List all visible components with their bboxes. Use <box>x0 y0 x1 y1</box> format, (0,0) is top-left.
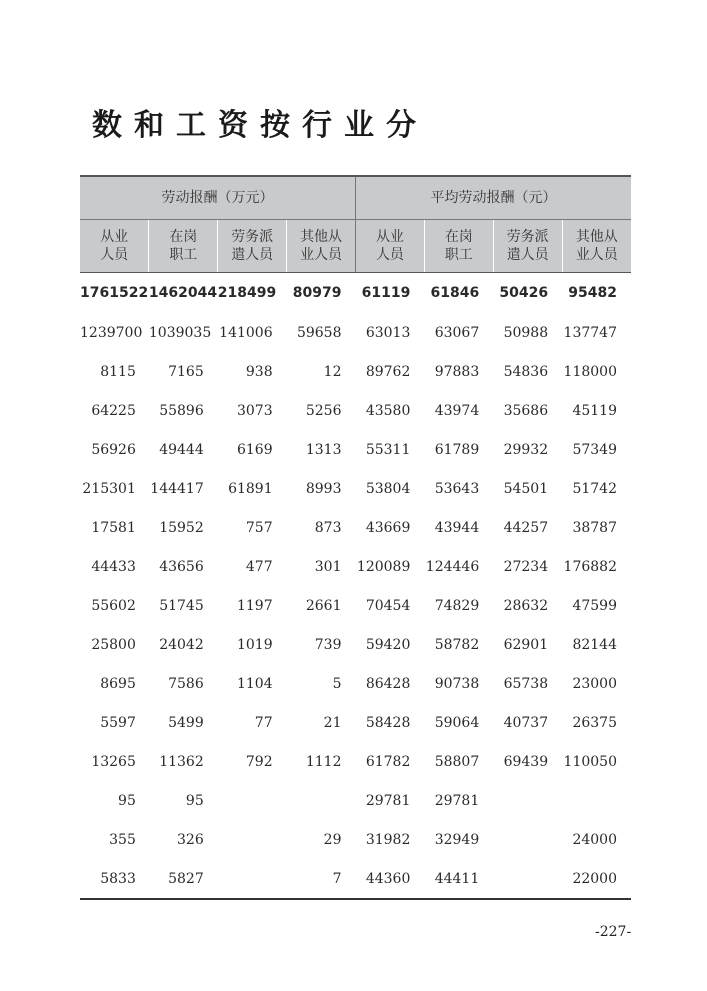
column-header-line: 人员 <box>100 247 129 263</box>
table-cell: 95 <box>185 792 204 809</box>
table-cell: 95 <box>118 792 136 809</box>
column-header <box>424 220 493 273</box>
table-cell: 55311 <box>365 441 411 458</box>
table-cell: 90738 <box>434 675 480 692</box>
table-cell: 2661 <box>305 597 342 614</box>
table-cell: 50988 <box>503 324 549 341</box>
table-cell: 144417 <box>150 480 204 497</box>
column-header <box>149 220 218 273</box>
table-row <box>80 430 631 469</box>
table-cell: 5827 <box>149 859 218 899</box>
page-title: 数和工资按行业分 <box>92 108 428 143</box>
table-cell: 44257 <box>503 519 549 536</box>
table-cell: 54836 <box>503 363 549 380</box>
table-cell: 43656 <box>159 558 204 575</box>
table-cell: 59658 <box>296 324 342 341</box>
table-cell: 326 <box>177 831 204 848</box>
group-header-labor-remuneration: 劳动报酬（万元） <box>80 176 356 220</box>
table-cell: 59064 <box>434 714 480 731</box>
table-row <box>80 508 631 547</box>
table-cell: 61119 <box>361 285 411 301</box>
table-cell: 1239700 <box>80 324 143 341</box>
table-cell: 176882 <box>563 558 617 575</box>
column-header-line: 从业 <box>375 229 404 245</box>
table-cell: 5499 <box>168 714 204 731</box>
table-cell: 29781 <box>365 792 411 809</box>
column-header-line: 在岗 <box>169 229 198 245</box>
table-cell: 757 <box>245 519 273 536</box>
table-cell: 45119 <box>572 402 617 419</box>
table-cell: 44411 <box>424 859 493 899</box>
column-header <box>562 220 631 273</box>
table-cell: 1197 <box>236 597 273 614</box>
table-cell: 13265 <box>91 753 136 770</box>
column-header <box>356 220 425 273</box>
table-cell: 23000 <box>572 675 617 692</box>
table-cell: 49444 <box>159 441 204 458</box>
table-cell: 38787 <box>572 519 617 536</box>
wage-table-container <box>80 175 631 900</box>
table-cell: 1112 <box>305 753 342 770</box>
table-cell: 55896 <box>159 402 204 419</box>
table-cell: 8695 <box>100 675 136 692</box>
table-cell: 27234 <box>503 558 549 575</box>
table-cell: 43974 <box>434 402 480 419</box>
table-cell: 6169 <box>236 441 273 458</box>
table-cell: 63067 <box>434 324 480 341</box>
table-cell: 25800 <box>91 636 136 653</box>
table-cell: 29781 <box>434 792 480 809</box>
table-cell: 63013 <box>365 324 411 341</box>
table-cell: 55602 <box>91 597 136 614</box>
table-cell: 58807 <box>434 753 480 770</box>
column-header-line: 业人员 <box>575 247 618 263</box>
column-header <box>287 220 356 273</box>
table-cell: 69439 <box>503 753 549 770</box>
table-cell <box>287 781 356 820</box>
table-cell: 61891 <box>228 480 273 497</box>
table-cell: 1761522 <box>80 285 149 301</box>
table-cell: 64225 <box>91 402 136 419</box>
column-header-line: 人员 <box>375 247 404 263</box>
column-header <box>80 220 149 273</box>
table-cell: 58428 <box>365 714 411 731</box>
table-cell: 32949 <box>434 831 480 848</box>
table-cell: 5597 <box>100 714 136 731</box>
table-cell: 29 <box>323 831 342 848</box>
table-cell: 218499 <box>217 285 277 301</box>
table-cell: 873 <box>314 519 342 536</box>
table-cell: 118000 <box>563 363 617 380</box>
table-cell: 44360 <box>356 859 425 899</box>
column-header <box>218 220 287 273</box>
group-header-average-remuneration: 平均劳动报酬（元） <box>356 176 632 220</box>
table-cell: 74829 <box>434 597 480 614</box>
table-cell <box>493 820 562 859</box>
table-cell: 938 <box>245 363 273 380</box>
table-cell: 120089 <box>356 558 411 575</box>
table-cell: 31982 <box>365 831 411 848</box>
table-cell: 21 <box>323 714 342 731</box>
table-cell: 62901 <box>503 636 549 653</box>
column-header-line: 职工 <box>444 247 473 263</box>
table-row <box>80 352 631 391</box>
table-cell: 8993 <box>305 480 342 497</box>
table-row <box>80 273 631 314</box>
table-cell: 5833 <box>80 859 149 899</box>
table-cell: 58782 <box>434 636 480 653</box>
table-cell: 22000 <box>562 859 631 899</box>
table-cell: 59420 <box>365 636 411 653</box>
table-cell: 137747 <box>563 324 617 341</box>
table-cell: 53643 <box>434 480 480 497</box>
table-cell <box>493 859 562 899</box>
table-cell: 24042 <box>159 636 204 653</box>
table-cell: 124446 <box>425 558 480 575</box>
table-row <box>80 313 631 352</box>
table-cell: 1019 <box>236 636 273 653</box>
table-cell: 43580 <box>365 402 411 419</box>
table-cell: 43669 <box>365 519 411 536</box>
table-row <box>80 781 631 820</box>
table-cell <box>493 781 562 820</box>
table-row <box>80 703 631 742</box>
table-cell: 86428 <box>365 675 411 692</box>
column-header-line: 遣人员 <box>506 247 549 263</box>
table-cell: 7586 <box>168 675 204 692</box>
table-cell <box>218 859 287 899</box>
table-cell: 51745 <box>159 597 204 614</box>
table-cell: 355 <box>109 831 136 848</box>
table-cell: 215301 <box>82 480 136 497</box>
table-cell: 17581 <box>91 519 136 536</box>
table-cell: 44433 <box>91 558 136 575</box>
column-header-line: 职工 <box>169 247 198 263</box>
table-row <box>80 391 631 430</box>
column-header <box>493 220 562 273</box>
table-row <box>80 820 631 859</box>
table-cell: 739 <box>314 636 342 653</box>
table-row <box>80 742 631 781</box>
table-cell: 477 <box>245 558 273 575</box>
wage-table <box>80 175 631 900</box>
table-row <box>80 625 631 664</box>
table-cell: 35686 <box>503 402 549 419</box>
table-cell: 97883 <box>434 363 480 380</box>
table-cell: 77 <box>254 714 273 731</box>
table-cell: 43944 <box>434 519 480 536</box>
table-cell: 8115 <box>100 363 136 380</box>
table-cell: 301 <box>314 558 342 575</box>
table-row <box>80 547 631 586</box>
table-cell: 110050 <box>563 753 617 770</box>
table-cell: 1313 <box>305 441 342 458</box>
table-cell: 29932 <box>503 441 549 458</box>
table-cell: 51742 <box>572 480 617 497</box>
column-header-line: 遣人员 <box>231 247 274 263</box>
table-cell: 7 <box>287 859 356 899</box>
column-header-line: 其他从 <box>575 229 618 245</box>
table-cell: 5 <box>332 675 342 692</box>
table-cell: 61789 <box>434 441 480 458</box>
table-cell: 28632 <box>503 597 549 614</box>
table-cell: 89762 <box>365 363 411 380</box>
table-cell: 65738 <box>503 675 549 692</box>
table-cell: 47599 <box>572 597 617 614</box>
column-header-line: 业人员 <box>300 247 343 263</box>
table-cell: 82144 <box>572 636 617 653</box>
table-cell: 1104 <box>236 675 273 692</box>
table-cell: 70454 <box>365 597 411 614</box>
column-header-line: 在岗 <box>444 229 473 245</box>
column-header-line: 劳务派 <box>506 229 549 245</box>
table-cell: 57349 <box>572 441 617 458</box>
table-cell: 12 <box>323 363 342 380</box>
page-number: -227- <box>595 924 632 940</box>
table-cell: 1039035 <box>148 324 212 341</box>
table-cell <box>562 781 631 820</box>
table-cell: 80979 <box>292 285 342 301</box>
table-cell: 40737 <box>503 714 549 731</box>
table-cell: 3073 <box>236 402 273 419</box>
table-cell: 141006 <box>219 324 273 341</box>
table-cell: 11362 <box>159 753 204 770</box>
table-cell: 15952 <box>159 519 204 536</box>
table-cell: 7165 <box>168 363 204 380</box>
table-cell: 61782 <box>365 753 411 770</box>
column-header-line: 劳务派 <box>231 229 274 245</box>
table-row <box>80 664 631 703</box>
table-cell: 5256 <box>305 402 342 419</box>
table-cell: 53804 <box>365 480 411 497</box>
table-cell: 54501 <box>503 480 549 497</box>
table-cell: 1462044 <box>148 285 218 301</box>
table-cell: 95482 <box>568 285 617 301</box>
column-header-line: 其他从 <box>300 229 343 245</box>
table-cell <box>218 820 287 859</box>
table-cell: 24000 <box>572 831 617 848</box>
column-header-line: 从业 <box>100 229 129 245</box>
table-row <box>80 859 631 899</box>
table-cell: 26375 <box>572 714 617 731</box>
table-row <box>80 586 631 625</box>
table-cell <box>218 781 287 820</box>
table-row <box>80 469 631 508</box>
table-cell: 56926 <box>91 441 136 458</box>
table-cell: 50426 <box>499 285 549 301</box>
table-cell: 792 <box>245 753 273 770</box>
table-cell: 61846 <box>430 285 480 301</box>
